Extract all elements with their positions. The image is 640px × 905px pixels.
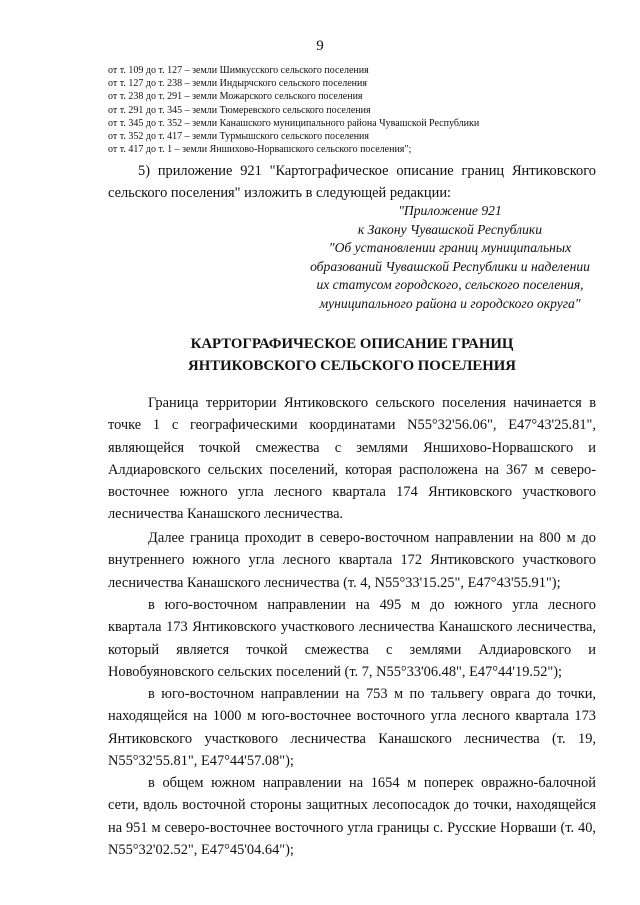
boundary-list-item: от т. 417 до т. 1 – земли Яншихово-Норвашского сельского поселения";: [108, 144, 412, 156]
document-title-line: КАРТОГРАФИЧЕСКОЕ ОПИСАНИЕ ГРАНИЦ: [190, 336, 514, 352]
boundary-list-item: от т. 352 до т. 417 – земли Турмышского сельского поселения: [108, 131, 369, 143]
appendix-heading-line: "Приложение 921: [398, 203, 502, 218]
paragraph: в юго-восточном направлении на 753 м по тальвегу оврага до точки, находящейся на 1000 м юго-восточнее восточного угла лесного квартала 173 Янтиковского участкового лесничества Канашского лесничества (т. 19, N55°32'55.81", E47°44'57.08");: [108, 686, 596, 769]
boundary-list-item: от т. 291 до т. 345 – земли Тюмеревского сельского поселения: [108, 104, 371, 116]
paragraph: в общем южном направлении на 1654 м поперек овражно-балочной сети, вдоль восточной стороны защитных лесопосадок до точки, находящейся на 951 м северо-восточнее восточного угла границы с. Русские Норваши (т. 40, N55°32'02.52", E47°45'04.64");: [108, 775, 596, 858]
appendix-heading-line: образований Чувашской Республики и наделении: [310, 258, 590, 274]
appendix-heading: [300, 202, 600, 314]
page-number: 9: [316, 38, 324, 54]
paragraph: Граница территории Янтиковского сельского поселения начинается в точке 1 с географическими координатами N55°32'56.06", E47°43'25.81", являющейся точкой смежества с землями Яншихово-Норвашского и Алдиаровского сельских поселений, которая расположена на 367 м северо-восточнее южного угла лесного квартала 174 Янтиковского участкового лесничества Канашского лесничества.: [108, 395, 596, 523]
appendix-heading-line: "Об установлении границ муниципальных: [328, 240, 572, 256]
paragraph: в юго-восточном направлении на 495 м до южного угла лесного квартала 173 Янтиковского участкового лесничества Канашского лесничества, который является точкой смежества с землями Алдиаровского и Новобуяновского сельских поселений (т. 7, N55°33'06.48", E47°44'19.52");: [108, 597, 596, 680]
boundary-list-item: от т. 127 до т. 238 – земли Индырчского сельского поселения: [108, 78, 367, 90]
boundary-list-item: от т. 238 до т. 291 – земли Можарского сельского поселения: [108, 91, 363, 103]
boundary-list-item: от т. 109 до т. 127 – земли Шимкусского сельского поселения: [108, 65, 369, 76]
intro-paragraph: 5) приложение 921 "Картографическое описание границ Янтиковского сельского поселения" изложить в следующей редакции:: [108, 163, 596, 202]
appendix-heading-line: муниципального района и городского округа": [319, 295, 581, 311]
appendix-heading-line: их статусом городского, сельского поселения,: [316, 277, 584, 293]
boundary-list: [108, 64, 578, 156]
appendix-heading-line: к Закону Чувашской Республики: [357, 221, 543, 237]
document-title: [108, 333, 596, 377]
boundary-list-item: от т. 345 до т. 352 – земли Канашского муниципального района Чувашской Республики: [108, 117, 480, 129]
document-title-line: ЯНТИКОВСКОГО СЕЛЬСКОГО ПОСЕЛЕНИЯ: [188, 358, 516, 374]
paragraph: Далее граница проходит в северо-восточном направлении на 800 м до внутреннего южного угла лесного квартала 172 Янтиковского участкового лесничества Канашского лесничества (т. 4, N55°33'15.25", E47°43'55.91");: [108, 530, 596, 591]
